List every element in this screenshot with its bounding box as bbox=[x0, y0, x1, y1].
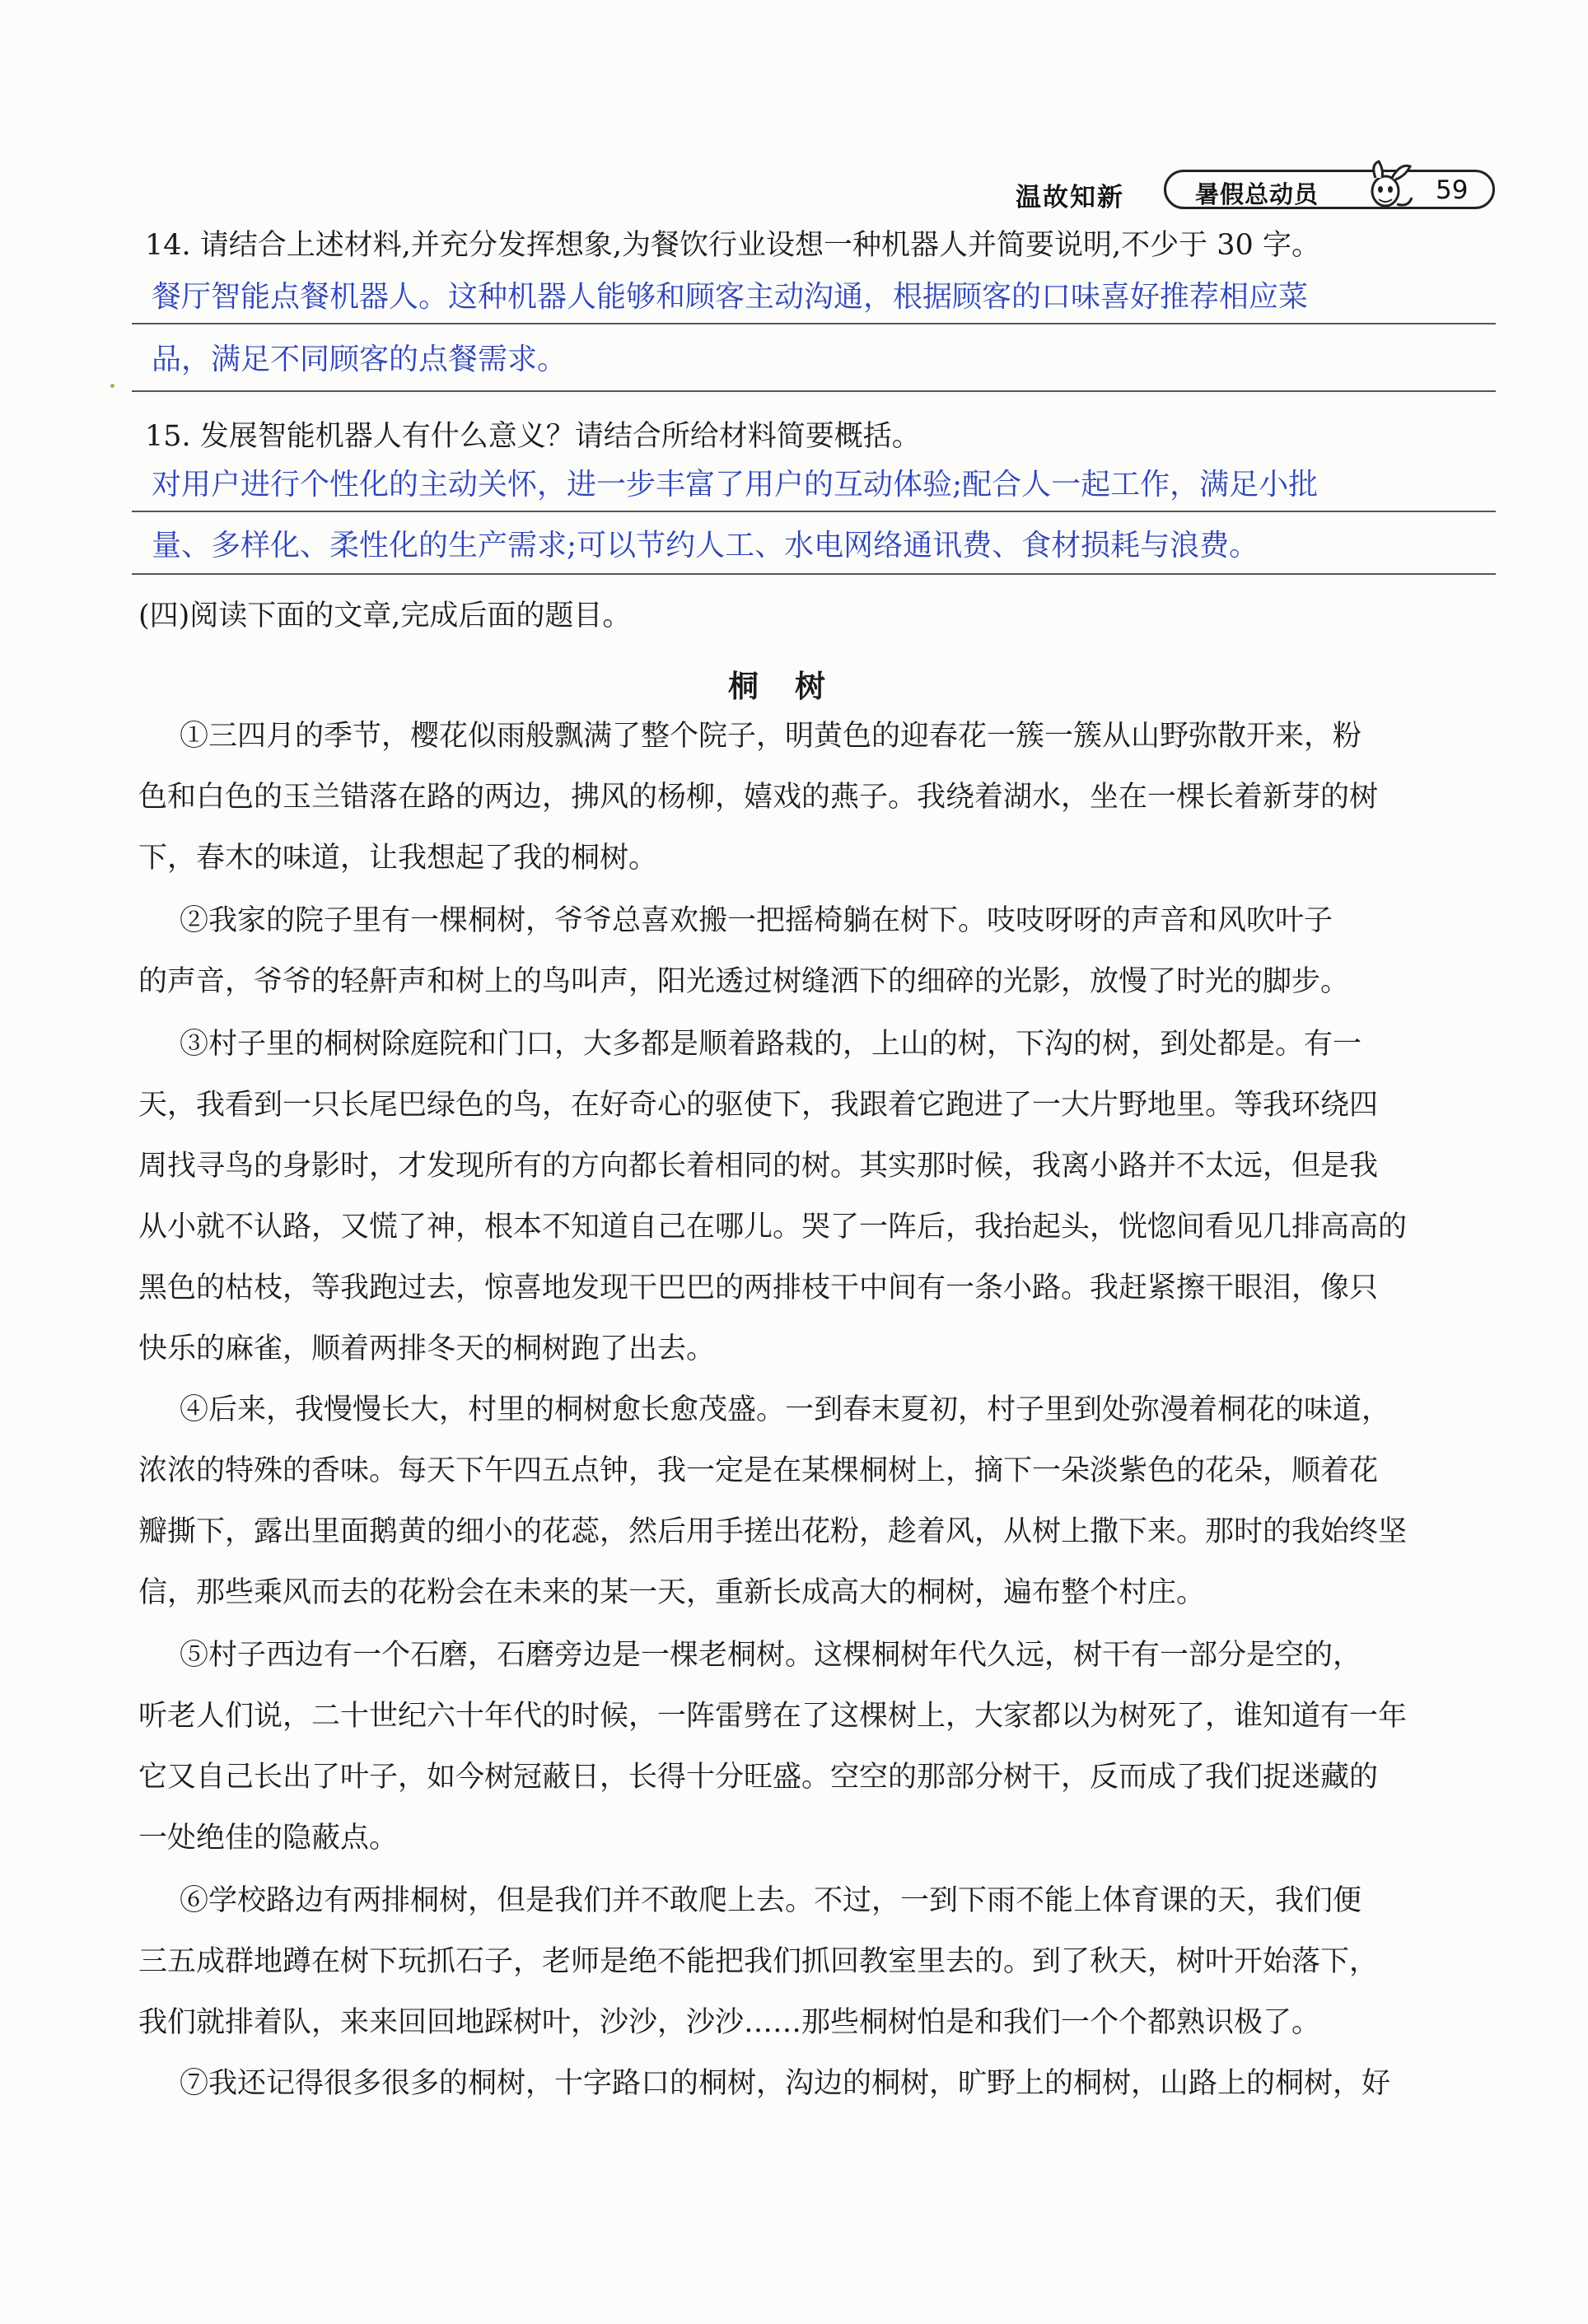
print-mark bbox=[110, 384, 114, 388]
passage-line: 的声音，爷爷的轻鼾声和树上的鸟叫声，阳光透过树缝洒下的细碎的光影，放慢了时光的脚步。 bbox=[138, 965, 1350, 998]
passage-line: ④后来，我慢慢长大，村里的桐树愈长愈茂盛。一到春末夏初，村子里到处弥漫着桐花的味道， bbox=[180, 1393, 1391, 1426]
header-series-label: 暑假总动员 bbox=[1195, 180, 1319, 208]
passage-title: 桐树 bbox=[728, 669, 862, 704]
passage-line: 下，春木的味道，让我想起了我的桐树。 bbox=[138, 842, 658, 875]
passage-line: 浓浓的特殊的香味。每天下午四五点钟，我一定是在某棵桐树上，摘下一朵淡紫色的花朵，顺着花 bbox=[138, 1454, 1379, 1487]
passage-line: 快乐的麻雀，顺着两排冬天的桐树跑了出去。 bbox=[138, 1332, 716, 1365]
passage-line: 听老人们说，二十世纪六十年代的时候，一阵雷劈在了这棵树上，大家都以为树死了，谁知道有一年 bbox=[138, 1700, 1408, 1733]
passage-line: ⑦我还记得很多很多的桐树，十字路口的桐树，沟边的桐树，旷野上的桐树，山路上的桐树，好 bbox=[180, 2067, 1391, 2100]
passage-line: 色和白色的玉兰错落在路的两边，拂风的杨柳，嬉戏的燕子。我绕着湖水，坐在一棵长着新芽的树 bbox=[138, 781, 1379, 814]
passage-line: ②我家的院子里有一棵桐树，爷爷总喜欢搬一把摇椅躺在树下。吱吱呀呀的声音和风吹叶子 bbox=[180, 904, 1333, 937]
header-section-label: 温故知新 bbox=[1016, 183, 1124, 212]
answer-rule bbox=[132, 511, 1496, 512]
question-14: 14. 请结合上述材料,并充分发挥想象,为餐饮行业设想一种机器人并简要说明,不少于 30 字。 bbox=[145, 229, 1320, 262]
passage-line: ③村子里的桐树除庭院和门口，大多都是顺着路栽的，上山的树，下沟的树，到处都是。有一 bbox=[180, 1028, 1362, 1061]
passage-line: 一处绝佳的隐蔽点。 bbox=[138, 1822, 399, 1855]
answer-rule bbox=[132, 390, 1496, 392]
section-instruction: (四)阅读下面的文章,完成后面的题目。 bbox=[138, 600, 632, 632]
question-15: 15. 发展智能机器人有什么意义？请结合所给材料简要概括。 bbox=[145, 420, 921, 453]
answer-rule bbox=[132, 573, 1496, 575]
answer-15-line-1: 对用户进行个性化的主动关怀，进一步丰富了用户的互动体验;配合人一起工作，满足小批 bbox=[152, 468, 1319, 502]
answer-14-line-2: 品，满足不同顾客的点餐需求。 bbox=[152, 343, 567, 376]
passage-line: 瓣撕下，露出里面鹅黄的细小的花蕊，然后用手搓出花粉，趁着风，从树上撒下来。那时的我始终坚 bbox=[138, 1515, 1408, 1548]
passage-line: ⑤村子西边有一个石磨，石磨旁边是一棵老桐树。这棵桐树年代久远，树干有一部分是空的， bbox=[180, 1639, 1362, 1672]
passage-line: 我们就排着队，来来回回地踩树叶，沙沙，沙沙……那些桐树怕是和我们一个个都熟识极了。 bbox=[138, 2006, 1321, 2039]
passage-line: 黑色的枯枝，等我跑过去，惊喜地发现干巴巴的两排枝干中间有一条小路。我赶紧擦干眼泪，像只 bbox=[138, 1272, 1379, 1304]
answer-14-line-1: 餐厅智能点餐机器人。这种机器人能够和顾客主动沟通，根据顾客的口味喜好推荐相应菜 bbox=[152, 280, 1309, 314]
answer-rule bbox=[132, 323, 1496, 324]
passage-line: 三五成群地蹲在树下玩抓石子，老师是绝不能把我们抓回教室里去的。到了秋天，树叶开始落下， bbox=[138, 1945, 1379, 1978]
passage-line: 天，我看到一只长尾巴绿色的鸟，在好奇心的驱使下，我跟着它跑进了一大片野地里。等我环绕四 bbox=[138, 1089, 1379, 1122]
passage-line: 周找寻鸟的身影时，才发现所有的方向都长着相同的树。其实那时候，我离小路并不太远，但是我 bbox=[138, 1150, 1379, 1183]
mascot-icon bbox=[1367, 158, 1415, 216]
passage-line: 信，那些乘风而去的花粉会在未来的某一天，重新长成高大的桐树，遍布整个村庄。 bbox=[138, 1576, 1206, 1609]
passage-line: ⑥学校路边有两排桐树，但是我们并不敢爬上去。不过，一到下雨不能上体育课的天，我们便 bbox=[180, 1884, 1362, 1917]
passage-line: 从小就不认路，又慌了神，根本不知道自己在哪儿。哭了一阵后，我抬起头，恍惚间看见几排高高的 bbox=[138, 1211, 1408, 1244]
answer-15-line-2: 量、多样化、柔性化的生产需求;可以节约人工、水电网络通讯费、食材损耗与浪费。 bbox=[152, 529, 1259, 562]
passage-line: ①三四月的季节，樱花似雨般飘满了整个院子，明黄色的迎春花一簇一簇从山野弥散开来，粉 bbox=[180, 720, 1362, 753]
page-number: 59 bbox=[1436, 175, 1469, 205]
passage-line: 它又自己长出了叶子，如今树冠蔽日，长得十分旺盛。空空的那部分树干，反而成了我们捉迷藏的 bbox=[138, 1761, 1379, 1794]
